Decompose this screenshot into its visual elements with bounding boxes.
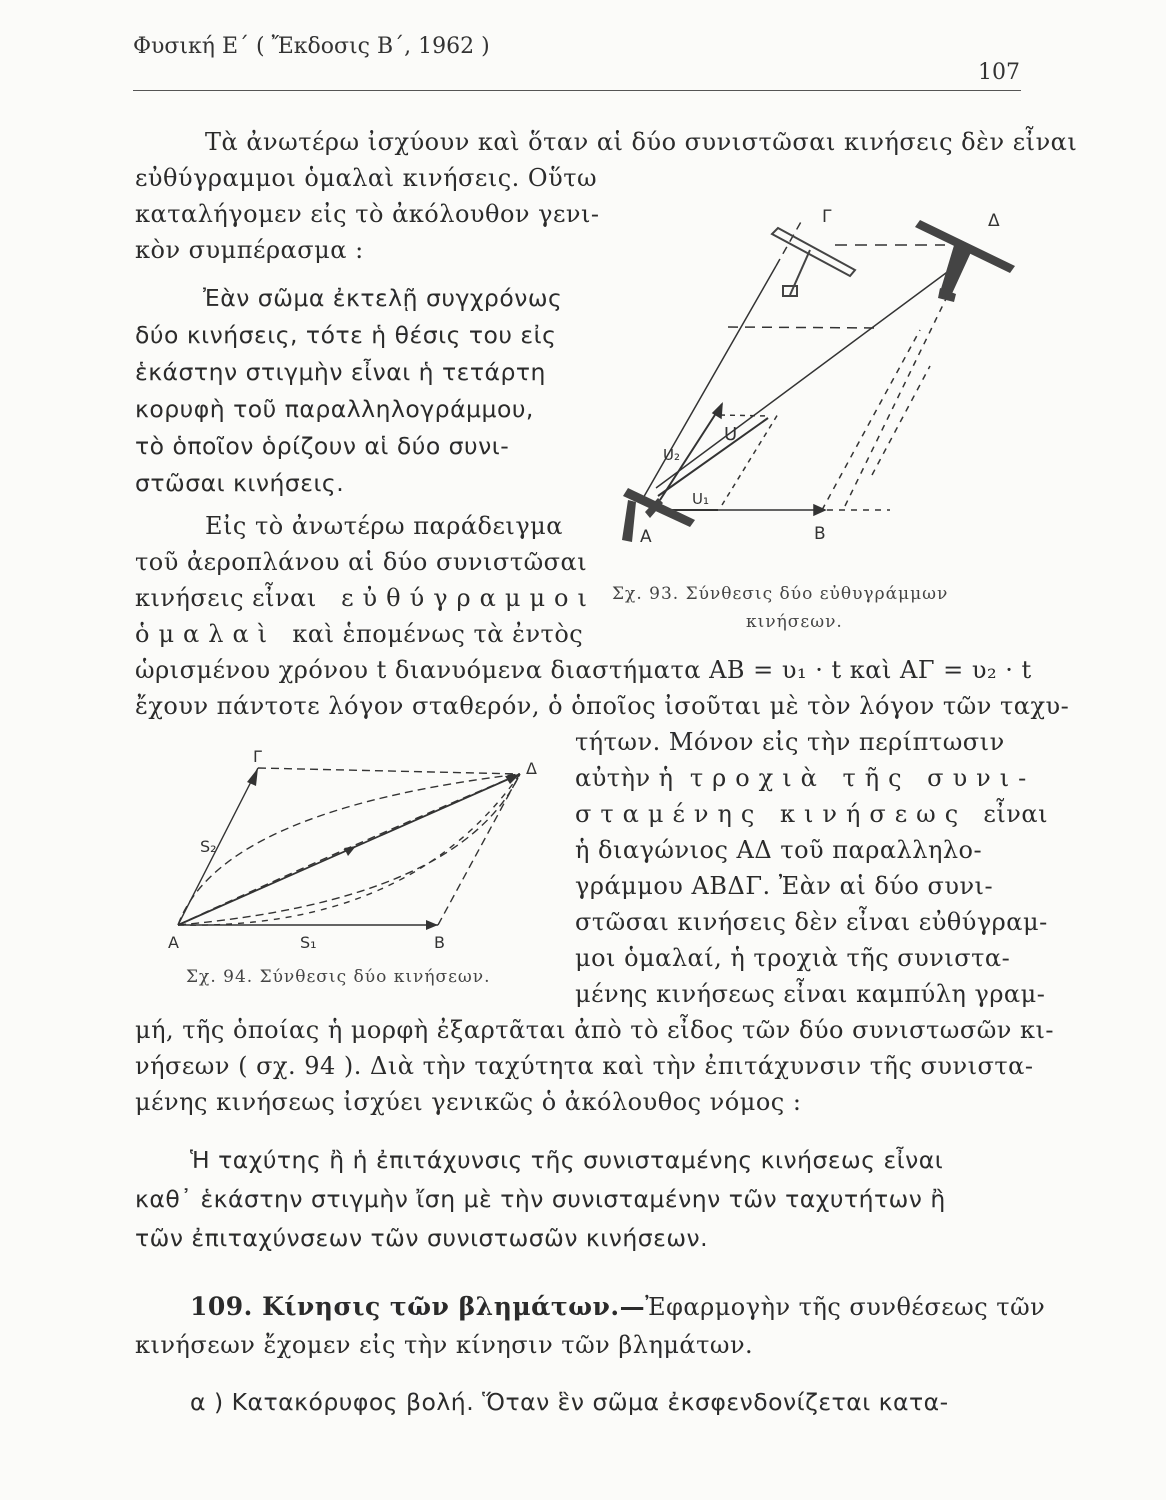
text-line: τοῦ ἀεροπλάνου αἱ δύο συνιστῶσαι — [135, 548, 588, 576]
law-line: τῶν ἐπιταχύνσεων τῶν συνιστωσῶν κινήσεων. — [135, 1224, 709, 1252]
label-g: Γ — [253, 750, 262, 766]
text-line: νήσεων ( σχ. 94 ). Διὰ τὴν ταχύτητα καὶ τὴν ἐπιτάχυνσιν τῆς συνιστα- — [135, 1052, 1034, 1080]
section-heading — [190, 1292, 1045, 1321]
text-line: ἡ διαγώνιος ΑΔ τοῦ παραλληλο- — [575, 836, 983, 864]
text-line: μένης κινήσεως εἶναι καμπύλη γραμ- — [575, 980, 1046, 1008]
bd-line — [438, 774, 520, 925]
text-line: Τὰ ἀνωτέρω ἰσχύουν καὶ ὅταν αἱ δύο συνιστῶσαι κινήσεις δὲν εἶναι — [205, 128, 1078, 156]
text-span: αὐτὴν ἡ — [575, 764, 674, 792]
text-line: στῶσαι κινήσεις δὲν εἶναι εὐθύγραμ- — [575, 908, 1048, 936]
text-line: τὸ ὁποῖον ὁρίζουν αἱ δύο συνι- — [135, 432, 510, 460]
figure-93 — [600, 170, 1030, 560]
text-line: δύο κινήσεις, τότε ἡ θέσις του εἰς — [135, 321, 557, 349]
label-u2: U₂ — [663, 446, 680, 464]
label-d: Δ — [526, 759, 537, 778]
label-g: Γ — [822, 207, 832, 227]
text-line: κινήσεων ἔχομεν εἰς τὴν κίνησιν τῶν βλημάτων. — [135, 1331, 754, 1359]
spaced-text: ὁμαλαὶ — [135, 620, 277, 648]
text-line: γράμμου ΑΒΔΓ. Ἐὰν αἱ δύο συνι- — [575, 872, 994, 900]
figure-94-caption: Σχ. 94. Σύνθεσις δύο κινήσεων. — [186, 967, 491, 987]
text-span: Ἐφαρμογὴν τῆς συνθέσεως τῶν — [645, 1293, 1046, 1321]
plane-g-icon — [772, 228, 855, 296]
ad-diagonal — [656, 270, 950, 488]
text-line: κορυφὴ τοῦ παραλληλογράμμου, — [135, 395, 534, 423]
label-s2: S₂ — [200, 837, 217, 856]
label-u: U — [724, 424, 738, 445]
text-span: εἶναι — [983, 800, 1048, 828]
label-a: A — [640, 527, 652, 547]
law-line: Ἡ ταχύτης ἢ ἡ ἐπιτάχυνσις τῆς συνισταμένης κινήσεως εἶναι — [190, 1146, 944, 1174]
text-line: τήτων. Μόνον εἰς τὴν περίπτωσιν — [575, 728, 1005, 756]
text-line: μή, τῆς ὁποίας ἡ μορφὴ ἐξαρτᾶται ἀπὸ τὸ εἶδος τῶν δύο συνιστωσῶν κι- — [135, 1016, 1055, 1044]
text-line: α ) Κατακόρυφος βολή. Ὅταν ἓν σῶμα ἐκσφενδονίζεται κατα- — [190, 1388, 949, 1416]
law-line: καθ᾽ ἑκάστην στιγμὴν ἴση μὲ τὴν συνισταμένην τῶν ταχυτήτων ἢ — [135, 1185, 946, 1213]
text-line — [135, 584, 596, 612]
dash-diag4 — [872, 366, 930, 475]
dash-h1 — [728, 327, 880, 328]
running-header: Φυσική Ε΄ ( Ἔκδοσις Β΄, 1962 ) — [133, 34, 490, 59]
text-line: καταλήγομεν εἰς τὸ ἀκόλουθον γενι- — [135, 200, 600, 228]
text-span: κινήσεις εἶναι — [135, 584, 317, 612]
spaced-text: εὐθύγραμμοι — [341, 584, 596, 612]
label-d: Δ — [988, 211, 1000, 231]
text-line: μοι ὁμαλαί, ἡ τροχιὰ τῆς συνιστα- — [575, 944, 1011, 972]
spaced-text: τροχιὰ τῆς συνι- — [689, 764, 1036, 792]
label-s1: S₁ — [300, 933, 317, 952]
figure-93-caption: Σχ. 93. Σύνθεσις δύο εὐθυγράμμων — [612, 584, 949, 604]
dash-u — [720, 415, 768, 416]
label-b: B — [814, 524, 826, 544]
text-line — [575, 800, 1048, 828]
text-line: Ἐὰν σῶμα ἐκτελῇ συγχρόνως — [203, 284, 563, 312]
text-line: Εἰς τὸ ἀνωτέρω παράδειγμα — [205, 512, 563, 540]
arrowhead — [344, 846, 356, 856]
text-line: ἔχουν πάντοτε λόγον σταθερόν, ὁ ὁποῖος ἰσοῦται μὲ τὸν λόγον τῶν ταχυ- — [135, 692, 1070, 720]
figure-93-caption: κινήσεων. — [746, 612, 843, 632]
dash-diag1 — [822, 330, 920, 510]
plane-d-icon — [915, 220, 1015, 302]
spaced-text: σταμένης κινήσεως — [575, 800, 968, 828]
label-b: B — [434, 933, 445, 952]
text-line — [135, 620, 583, 648]
label-u1: U₁ — [692, 490, 709, 508]
text-line: κὸν συμπέρασμα : — [135, 236, 364, 264]
text-span: καὶ ἑπομένως τὰ ἐντὸς — [292, 620, 584, 648]
arrowhead — [426, 920, 438, 930]
ag-line — [642, 266, 776, 500]
text-line: μένης κινήσεως ἰσχύει γενικῶς ὁ ἀκόλουθος νόμος : — [135, 1088, 802, 1116]
header-rule — [133, 90, 1021, 91]
page-number: 107 — [978, 60, 1020, 85]
text-line: στῶσαι κινήσεις. — [135, 469, 345, 497]
gd-line — [258, 768, 520, 774]
text-line — [575, 764, 1035, 792]
text-line: εὐθύγραμμοι ὁμαλαὶ κινήσεις. Οὕτω — [135, 164, 598, 192]
text-line: ἑκάστην στιγμὴν εἶναι ἡ τετάρτη — [135, 358, 546, 386]
text-line: ὡρισμένου χρόνου t διανυόμενα διαστήματα ΑΒ = υ₁ · t καὶ ΑΓ = υ₂ · t — [135, 656, 1032, 684]
arrowhead — [247, 768, 258, 786]
figure-94 — [160, 750, 560, 960]
label-a: A — [168, 933, 179, 952]
section-title: 109. Κίνησις τῶν βλημάτων.— — [190, 1292, 646, 1321]
